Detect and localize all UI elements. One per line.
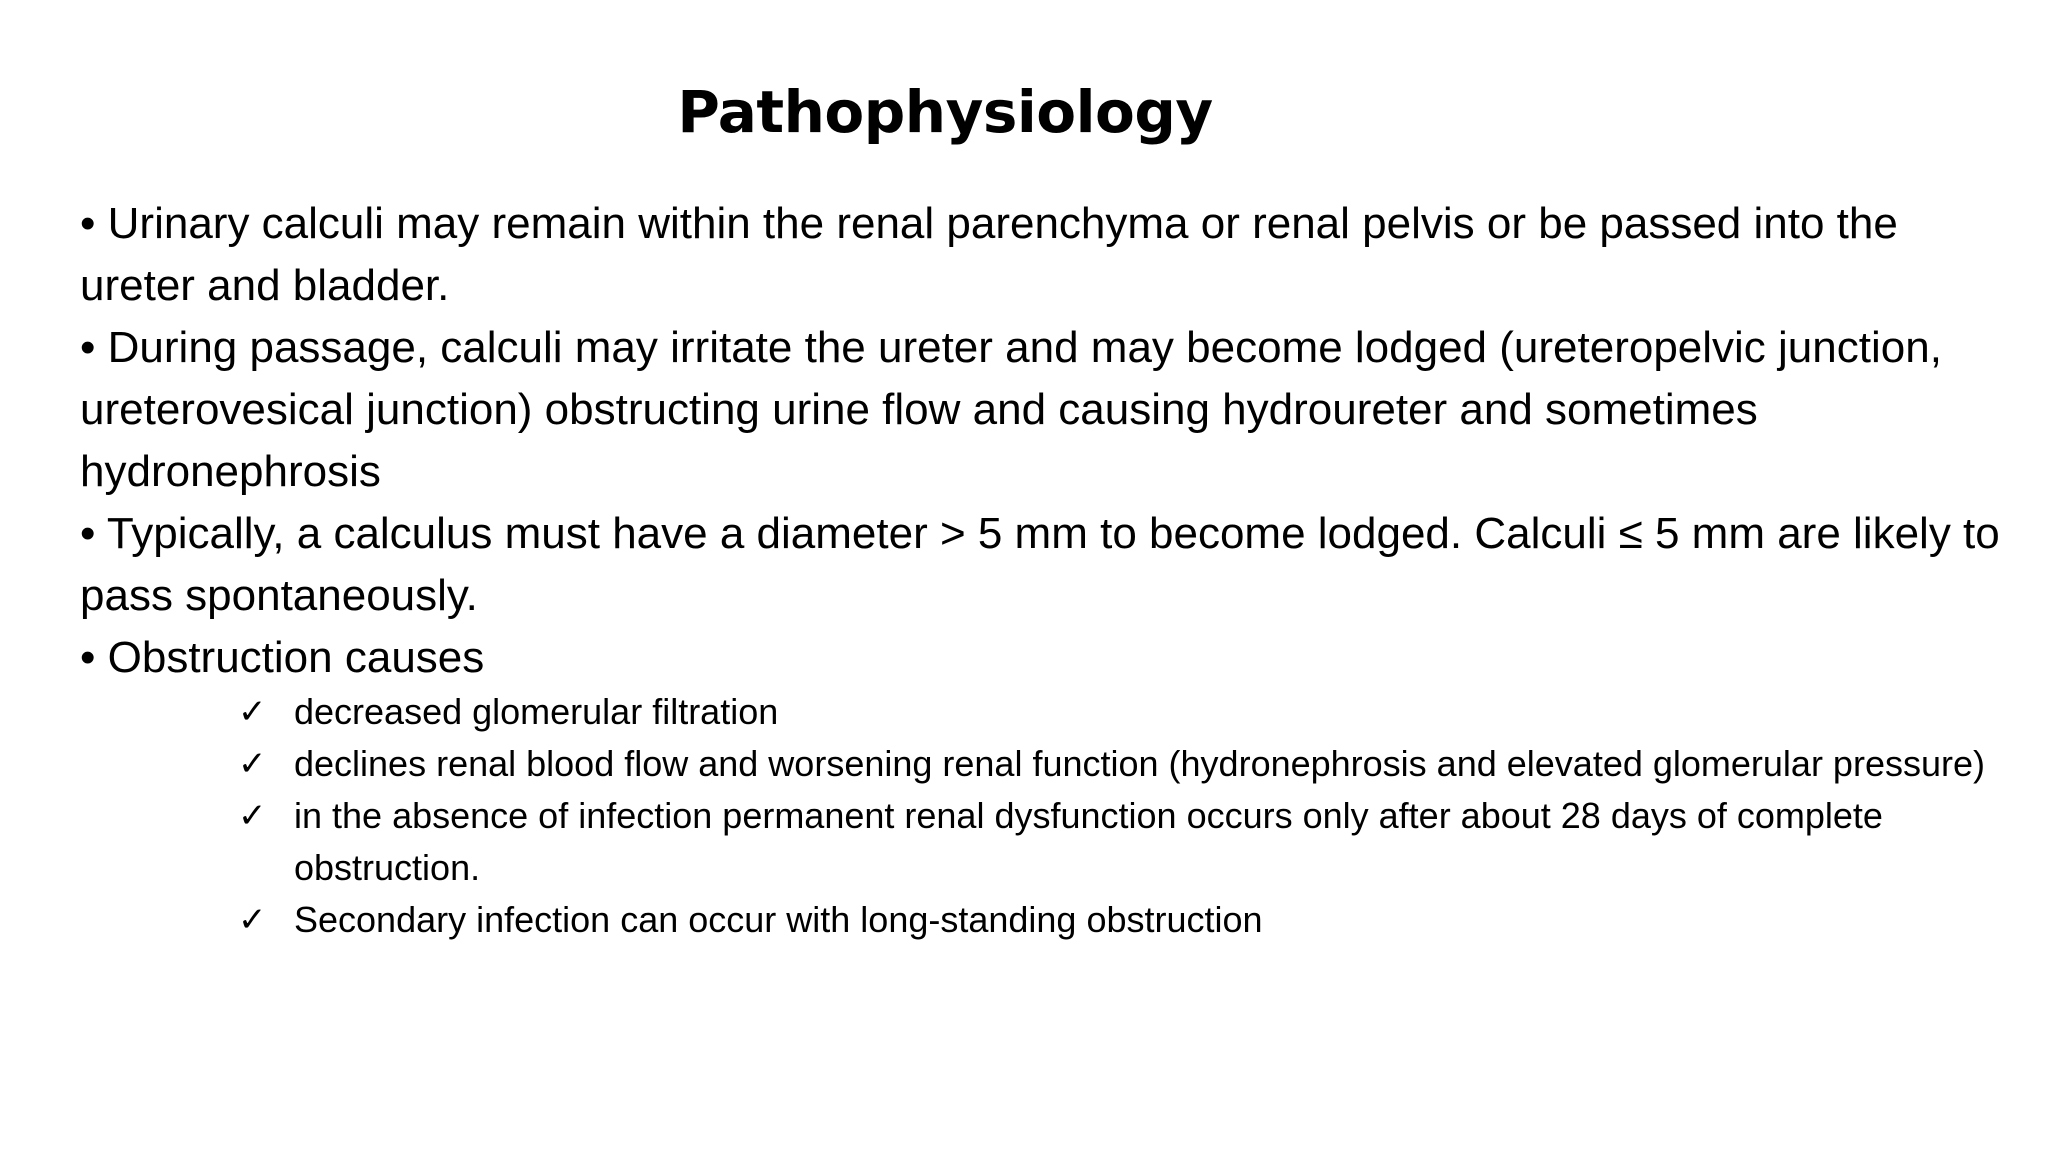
- sub-bullet-list: [238, 686, 2018, 946]
- bullet-text: Obstruction causes: [107, 633, 485, 682]
- bullet-list: [80, 193, 2020, 689]
- sub-bullet-item: [238, 894, 2018, 946]
- sub-bullet-text: decreased glomerular filtration: [294, 691, 779, 732]
- sub-bullet-text: in the absence of infection permanent renal dysfunction occurs only after about 28 days of complete obstruction.: [294, 795, 1883, 888]
- checkmark-icon: ✓: [238, 692, 267, 732]
- sub-bullet-item: [238, 686, 2018, 738]
- checkmark-icon: ✓: [238, 744, 267, 784]
- bullet-text: Urinary calculi may remain within the renal parenchyma or renal pelvis or be passed into the ureter and bladder.: [80, 199, 1898, 310]
- bullet-item: [80, 317, 2020, 503]
- bullet-item: [80, 627, 2020, 689]
- bullet-icon: •: [80, 323, 96, 372]
- bullet-item: [80, 193, 2020, 317]
- sub-bullet-text: declines renal blood flow and worsening renal function (hydronephrosis and elevated glomerular pressure): [294, 743, 1985, 784]
- checkmark-icon: ✓: [238, 900, 267, 940]
- bullet-icon: •: [80, 199, 96, 248]
- bullet-icon: •: [80, 509, 96, 558]
- checkmark-icon: ✓: [238, 796, 267, 836]
- slide-title: Pathophysiology: [677, 78, 1213, 146]
- sub-bullet-text: Secondary infection can occur with long-standing obstruction: [294, 899, 1263, 940]
- bullet-item: [80, 503, 2020, 627]
- sub-bullet-item: [238, 790, 2018, 894]
- bullet-text: During passage, calculi may irritate the ureter and may become lodged (ureteropelvic junction, ureterovesical junction) obstructing urine flow and causing hydroureter and sometimes hydronephrosis: [80, 323, 1942, 496]
- bullet-text: Typically, a calculus must have a diameter > 5 mm to become lodged. Calculi ≤ 5 mm are likely to pass spontaneously.: [80, 509, 2000, 620]
- sub-bullet-item: [238, 738, 2018, 790]
- bullet-icon: •: [80, 633, 96, 682]
